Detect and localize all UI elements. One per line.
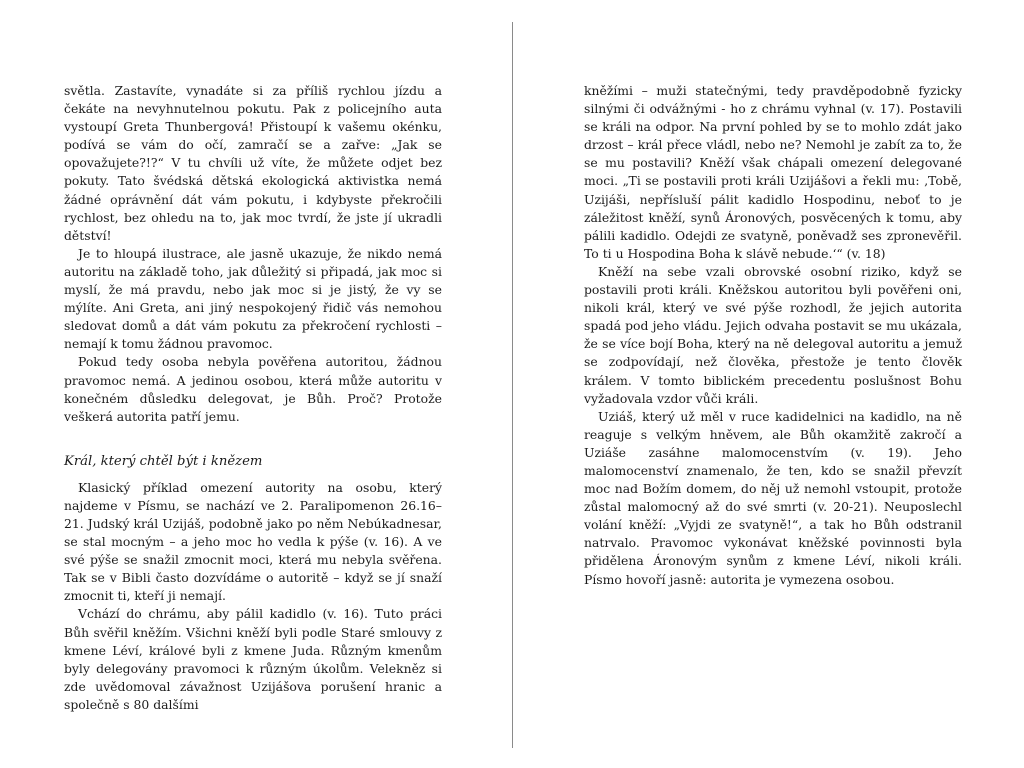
section-heading: Král, který chtěl být i knězem xyxy=(64,453,263,469)
paragraph: Kněží na sebe vzali obrovské osobní riziko, když se postavili proti králi. Kněžskou autoritou byli pověřeni oni, nikoli král, který ve své pýše rozhodl, že jejich autorita spadá pod jeho vládu. Jejich odvaha postavit se mu ukázala, že se více bojí Boha, který na ně delegoval autoritu a jemuž se zodpovídají, než člověka, přestože je tento člověk králem. V tomto biblickém precedentu poslušnost Bohu vyžadovala vzdor vůči králi. xyxy=(584,263,962,406)
left-page xyxy=(64,82,442,714)
paragraph: světla. Zastavíte, vynadáte si za příliš rychlou jízdu a čekáte na nevyhnutelnou pokutu. Pak z policejního auta vystoupí Greta Thunbergová! Přistoupí k vašemu okénku, podívá se vám do očí, zamračí se a zařve: „Jak se opovažujete?!?“ V tu chvíli už víte, že můžete odjet bez pokuty. Tato švédská dětská ekologická aktivistka nemá žádné oprávnění dát vám pokutu, i kdybyste překročili rychlost, bez ohledu na to, jak moc tvrdí, že jste jí ukradli dětství! xyxy=(64,83,442,243)
paragraph: Pokud tedy osoba nebyla pověřena autoritou, žádnou pravomoc nemá. A jedinou osobou, která může autoritu v konečném důsledku delegovat, je Bůh. Proč? Protože veškerá autorita patří jemu. xyxy=(64,354,442,424)
paragraph: Klasický příklad omezení autority na osobu, který najdeme v Písmu, se nachází ve 2. Paralipomenon 26.16–21. Judský král Uzijáš, podobně jako po něm Nebúkadnesar, se stal mocným – a jeho moc ho vedla k pýše (v. 16). A ve své pýše se snažil zmocnit moci, která mu nebyla svěřena. Tak se v Bibli často dozvídáme o autoritě – když se jí snaží zmocnit ti, kteří ji nemají. xyxy=(64,479,442,604)
paragraph: Uziáš, který už měl v ruce kadidelnici na kadidlo, na ně reaguje s velkým hněvem, ale Bůh okamžitě zakročí a Uziáše zasáhne malomocenstvím (v. 19). Jeho malomocenství znamenalo, že ten, kdo se snažil převzít moc nad Božím domem, do něj už nemohl vstoupit, protože zůstal malomocný až do své smrti (v. 20-21). Neuposlechl volání kněží: „Vyjdi ze svatyně!“, a tak ho Bůh odstranil natrvalo. Pravomoc vykonávat kněžské povinnosti byla přidělena Áronovým synům z kmene Léví, nikoli králi. Písmo hovoří jasně: autorita je vymezena osobou. xyxy=(584,408,962,587)
paragraph: Vchází do chrámu, aby pálil kadidlo (v. 16). Tuto práci Bůh svěřil kněžím. Všichni kněží byli podle Staré smlouvy z kmene Léví, králové byli z kmene Juda. Různým kmenům byly delegovány pravomoci k různým úkolům. Velekněz si zde uvědomoval závažnost Uzijášova porušení hranic a společně s 80 dalšími xyxy=(64,606,442,712)
paragraph: Je to hloupá ilustrace, ale jasně ukazuje, že nikdo nemá autoritu na základě toho, jak důležitý si připadá, jak moc si myslí, že má pravdu, nebo jak moc si je jistý, že vy se mýlíte. Ani Greta, ani jiný nespokojený řidič vás nemohou sledovat domů a dát vám pokutu za překročení rychlosti – nemají k tomu žádnou pravomoc. xyxy=(64,245,442,352)
page-divider xyxy=(512,22,513,748)
paragraph: kněžími – muži statečnými, tedy pravděpodobně fyzicky silnými či odvážnými - ho z chrámu vyhnal (v. 17). Postavili se králi na odpor. Na první pohled by se to mohlo zdát jako drzost – král přece vládl, nebo ne? Nemohl je zabít za to, že se mu postavili? Kněží však chápali omezení delegované moci. „Ti se postavili proti králi Uzijášovi a řekli mu: ‚Tobě, Uzijáši, nepřísluší pálit kadidlo Hospodinu, neboť to je záležitost kněží, synů Áronových, posvěcených k tomu, aby pálili kadidlo. Odejdi ze svatyně, poněvadž ses zpronevěřil. To ti u Hospodina Boha k slávě nebude.‘“ (v. 18) xyxy=(584,83,962,261)
right-page xyxy=(584,82,962,589)
